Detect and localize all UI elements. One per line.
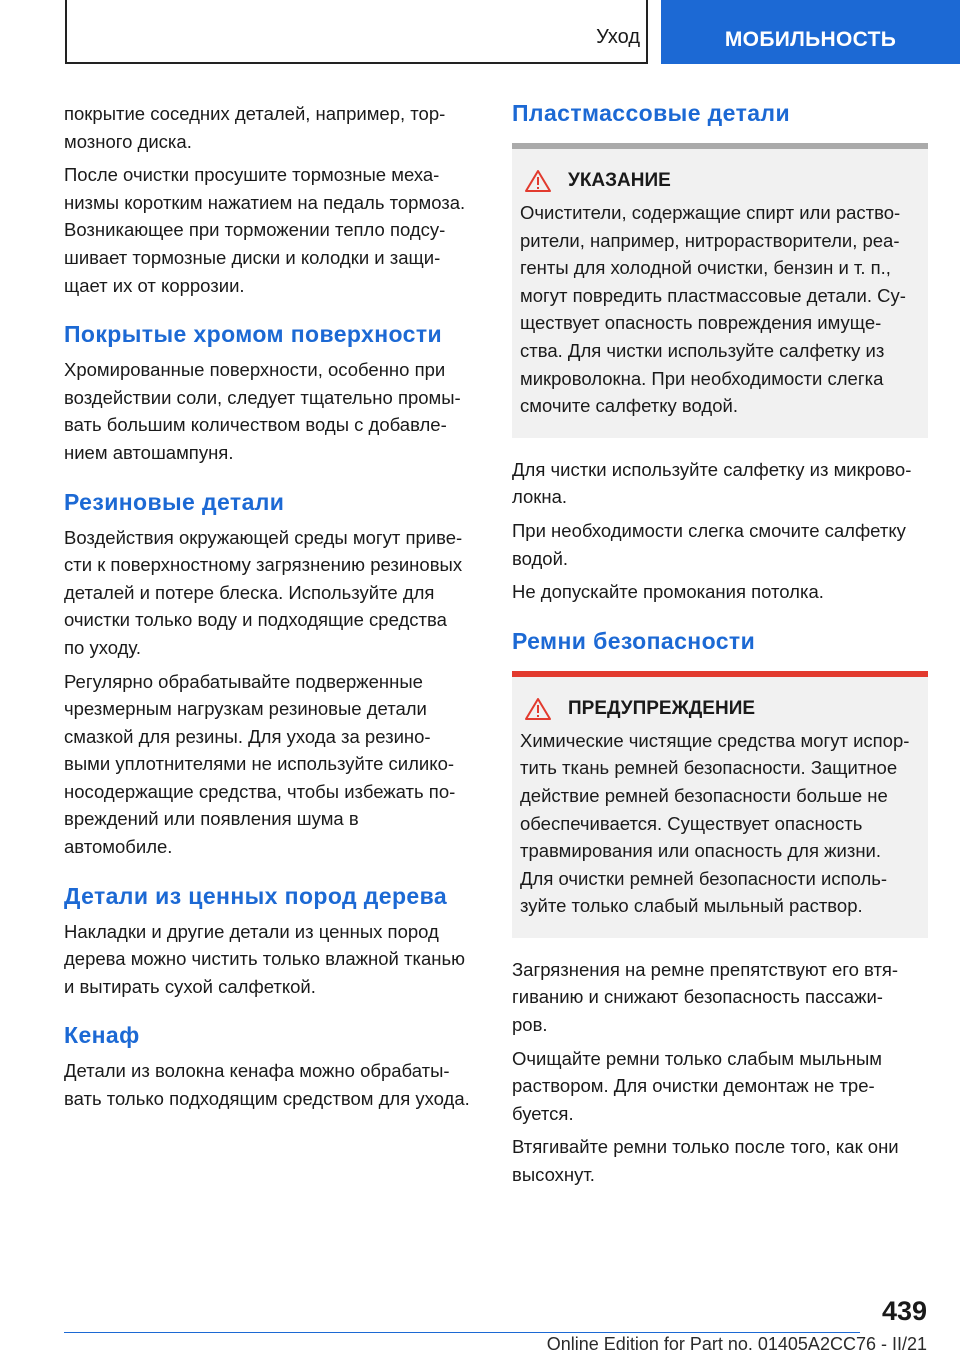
paragraph: При необходимости слегка смочите салфетку водой. [512,519,906,569]
section-heading-kenaf: Кенаф [64,1022,140,1049]
notice-title: УКАЗАНИЕ [568,170,671,191]
paragraph: Регулярно обрабатывайте подверженные чрезмерным нагрузкам резиновые детали смазкой для резины. Для ухода за резино- выми уплотнителями не используйте силико- носодержащие средства, чтобы избежать по- вреждений или появления шума в автомобиле. [64,670,456,858]
page-number: 439 [881,1296,927,1326]
footer-divider [64,1332,860,1333]
chapter-tab: МОБИЛЬНОСТЬ [661,0,960,64]
header-section-title: Уход [596,26,640,48]
notice-bar [512,143,928,149]
paragraph: Для чистки используйте салфетку из микрово- локна. [512,458,912,508]
warning-bar [512,671,928,677]
paragraph: После очистки просушите тормозные меха- низмы коротким нажатием на педаль тормоза. Возникающее при торможении тепло подсу- шивает тормозные диски и колодки и защи- щает их от коррозии. [64,164,466,296]
section-heading-belts: Ремни безопасности [512,627,756,654]
right-column [512,100,928,1195]
notice-title-row [520,169,920,193]
warning-text: Химические чистящие средства могут испор- тить ткань ремней безопасности. Защитное действие ремней безопасности больше не обеспечивается. Существует опасность травмирования или опасность для жизни. Для очистки ремней безопасности исполь- зуйте только слабый мыльный раствор. [520,729,910,917]
warning-title-row [520,697,920,721]
notice-text: Очистители, содержащие спирт или раство- рители, например, нитрорастворители, реа- генты для холодной очистки, бензин и т. п., могут повредить пластмассовые детали. Су- ществует опасность повреждения имуще- ства. Для чистки используйте салфетку из микроволокна. При необходимости слегка смочите салфетку водой. [520,202,906,417]
paragraph: Очищайте ремни только слабым мыльным раствором. Для очистки демонтаж не тре- буется. [512,1047,882,1124]
section-heading-plastic: Пластмассовые детали [512,100,790,126]
section-heading-chrome: Покрытые хромом поверхности [64,321,443,348]
paragraph: покрытие соседних деталей, например, тор- мозного диска. [64,103,446,152]
paragraph: Детали из волокна кенафа можно обрабаты- вать только подходящим средством для ухода. [64,1060,470,1110]
edition-footer: Online Edition for Part no. 01405A2CC76 - II/21 [546,1334,927,1354]
warning-triangle-icon [524,169,552,193]
left-column [64,100,484,1119]
paragraph: Хромированные поверхности, особенно при воздействии соли, следует тщательно промы- вать большим количеством воды с добавле- нием автошампуня. [64,359,461,463]
paragraph: Втягивайте ремни только после того, как они высохнут. [512,1136,899,1186]
warning-box [512,671,928,938]
warning-title: ПРЕДУПРЕЖДЕНИЕ [568,697,756,719]
section-heading-rubber: Резиновые детали [64,488,285,515]
paragraph: Воздействия окружающей среды могут приве- сти к поверхностному загрязнению резиновых деталей и потере блеска. Используйте для очистки только воду и подходящие средства по уходу. [64,526,463,658]
page-header [0,0,960,66]
section-heading-wood: Детали из ценных пород дерева [64,882,448,909]
paragraph: Загрязнения на ремне препятствуют его втя- гиванию и снижают безопасность пассажи- ров. [512,958,899,1036]
notice-box [512,143,928,438]
paragraph: Не допускайте промокания потолка. [512,581,824,603]
warning-triangle-icon [524,697,552,721]
paragraph: Накладки и другие детали из ценных пород дерева можно чистить только влажной тканью и вытирать сухой салфеткой. [64,920,465,997]
